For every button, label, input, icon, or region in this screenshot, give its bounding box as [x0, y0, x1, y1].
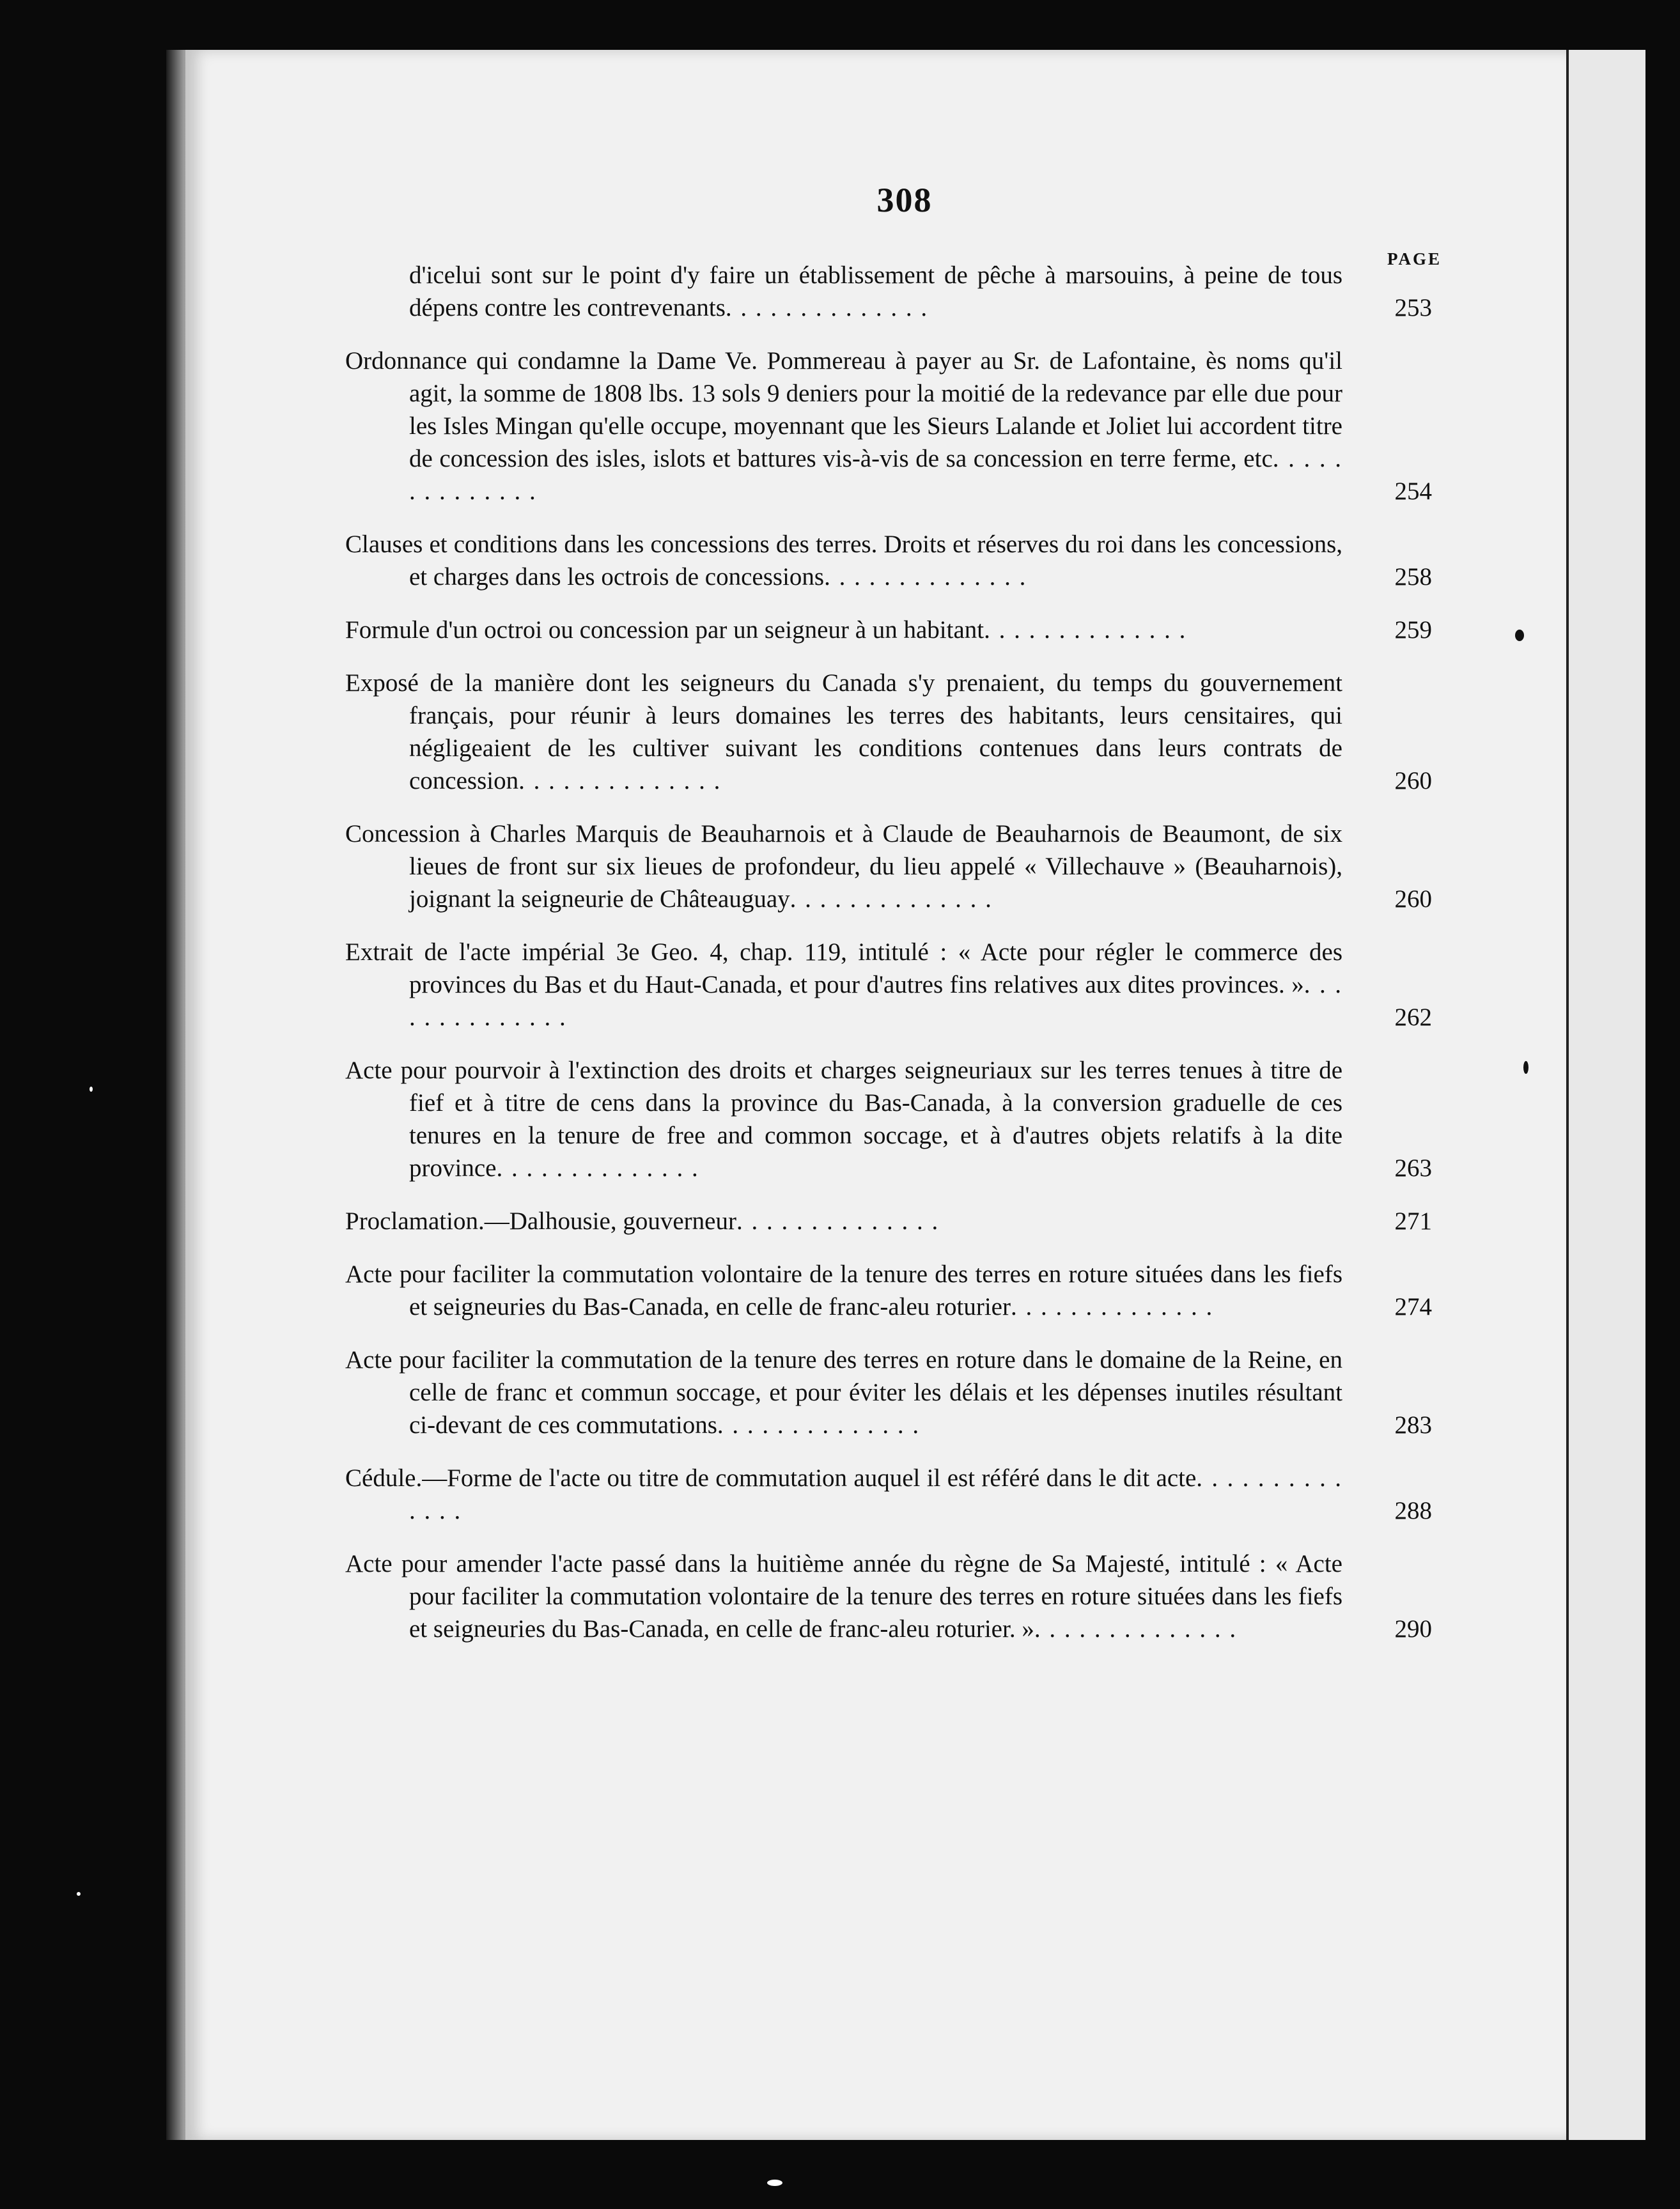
toc-entry [345, 614, 1432, 646]
toc-entry [345, 259, 1432, 324]
toc-entry [345, 1205, 1432, 1237]
dot-leader: . . . . . . . . . . . . . . [984, 616, 1187, 644]
entry-title: Acte pour faciliter la commutation de la tenure des terres en roture dans le domaine de la Reine, en celle de franc et commun soccage, et pour éviter les délais et les dépenses inutiles résultant ci-devant de ces commutations [345, 1346, 1342, 1439]
page-reference: 260 [1394, 885, 1432, 913]
entry-title: Cédule.—Forme de l'acte ou titre de commutation auquel il est référé dans le dit acte [345, 1464, 1197, 1492]
page-reference: 263 [1394, 1154, 1432, 1182]
page-reference: 274 [1394, 1293, 1432, 1321]
toc-entry [345, 528, 1432, 593]
toc-entry [345, 936, 1432, 1034]
dot-leader: . . . . . . . . . . . . . . [409, 1464, 1343, 1524]
toc-entry-text [345, 1547, 1432, 1645]
toc-entry-text [345, 1054, 1432, 1184]
entry-title: Acte pour pourvoir à l'extinction des droits et charges seigneuriaux sur les terres tenues à titre de fief et à titre de cens dans la province du Bas-Canada, à la conversion graduelle de ces tenures en la tenure de free and common soccage, et à d'autres objets relatifs à la dite province [345, 1057, 1342, 1182]
entry-title: d'icelui sont sur le point d'y faire un établissement de pêche à marsouins, à peine de tous dépens contre les contrevenants [409, 261, 1342, 322]
page-reference: 283 [1394, 1411, 1432, 1439]
entry-title: Exposé de la manière dont les seigneurs du Canada s'y prenaient, du temps du gouvernement français, pour réunir à leurs domaines les terres des habitants, leurs censitaires, qui négligeaient de les cultiver suivant les conditions contenues dans leurs contrats de concession [345, 669, 1342, 794]
toc-entry-text [345, 528, 1432, 593]
page-reference: 262 [1394, 1004, 1432, 1031]
toc-entry-text [345, 936, 1432, 1034]
page-reference: 259 [1394, 616, 1432, 644]
entry-title: Formule d'un octroi ou concession par un seigneur à un habitant [345, 616, 984, 644]
toc-entry-text [345, 1258, 1432, 1323]
page-reference: 288 [1394, 1497, 1432, 1524]
toc-entry-text [345, 667, 1432, 797]
toc-entry-text [345, 818, 1432, 915]
entry-title: Concession à Charles Marquis de Beauharnois et à Claude de Beauharnois de Beaumont, de six lieues de front sur six lieues de profondeur, du lieu appelé « Villechauve » (Beauharnois), joignant la seigneurie de Châteauguay [345, 820, 1342, 913]
dot-leader: . . . . . . . . . . . . . . [1034, 1615, 1238, 1643]
dot-leader: . . . . . . . . . . . . . . [496, 1154, 699, 1182]
toc-entry-text [345, 259, 1432, 324]
toc-entry [345, 667, 1432, 797]
entry-title: Proclamation.—Dalhousie, gouverneur [345, 1207, 736, 1235]
dot-leader: . . . . . . . . . . . . . . [717, 1411, 921, 1439]
entry-title: Ordonnance qui condamne la Dame Ve. Pommereau à payer au Sr. de Lafontaine, ès noms qu'il agit, la somme de 1808 lbs. 13 sols 9 deniers pour la moitié de la redevance par elle due pour les Isles Mingan qu'elle occupe, moyennant que les Sieurs Lalande et Joliet lui accordent titre de concession des isles, islots et battures vis-à-vis de sa concession en terre ferme, etc [345, 347, 1342, 472]
toc-entry [345, 1462, 1432, 1527]
toc-entry [345, 345, 1432, 508]
dot-leader: . . . . . . . . . . . . . . [409, 445, 1342, 505]
page-reference: 253 [1394, 294, 1432, 322]
page-reference: 254 [1394, 477, 1432, 505]
page-reference: 258 [1394, 563, 1432, 591]
dot-leader: . . . . . . . . . . . . . . [518, 767, 722, 794]
toc-entry [345, 818, 1432, 915]
table-of-contents [345, 259, 1432, 1666]
page-column-label: PAGE [1387, 249, 1442, 268]
toc-entry [345, 1054, 1432, 1184]
dot-leader: . . . . . . . . . . . . . . [824, 563, 1027, 591]
toc-entry-text [345, 1344, 1432, 1441]
dot-leader: . . . . . . . . . . . . . . [736, 1207, 940, 1235]
toc-entry [345, 1344, 1432, 1441]
page-reference: 271 [1394, 1207, 1432, 1235]
toc-entry-text [345, 1205, 1432, 1237]
page-reference: 290 [1394, 1615, 1432, 1643]
page-reference: 260 [1394, 767, 1432, 794]
dot-leader: . . . . . . . . . . . . . . [409, 971, 1343, 1031]
toc-entry [345, 1547, 1432, 1645]
page-number: 308 [876, 181, 933, 219]
toc-entry-text [345, 614, 1432, 646]
dot-leader: . . . . . . . . . . . . . . [1010, 1293, 1214, 1321]
toc-entry-text [345, 345, 1432, 508]
toc-entry [345, 1258, 1432, 1323]
entry-title: Acte pour amender l'acte passé dans la huitième année du règne de Sa Majesté, intitulé : « Acte pour faciliter la commutation volontaire de la tenure des terres en roture situées dans les fiefs et seigneuries du Bas-Canada, en celle de franc-aleu roturier. » [345, 1550, 1342, 1643]
dot-leader: . . . . . . . . . . . . . . [725, 294, 929, 322]
facing-page-edge [1566, 50, 1645, 2140]
entry-title: Clauses et conditions dans les concessions des terres. Droits et réserves du roi dans les concessions, et charges dans les octrois de concessions [345, 531, 1342, 591]
toc-entry-text [345, 1462, 1432, 1527]
entry-title: Acte pour faciliter la commutation volontaire de la tenure des terres en roture situées dans les fiefs et seigneuries du Bas-Canada, en celle de franc-aleu roturier [345, 1260, 1342, 1321]
entry-title: Extrait de l'acte impérial 3e Geo. 4, chap. 119, intitulé : « Acte pour régler le commerce des provinces du Bas et du Haut-Canada, et pour d'autres fins relatives aux dites provinces. » [345, 938, 1342, 998]
dot-leader: . . . . . . . . . . . . . . [789, 885, 993, 913]
